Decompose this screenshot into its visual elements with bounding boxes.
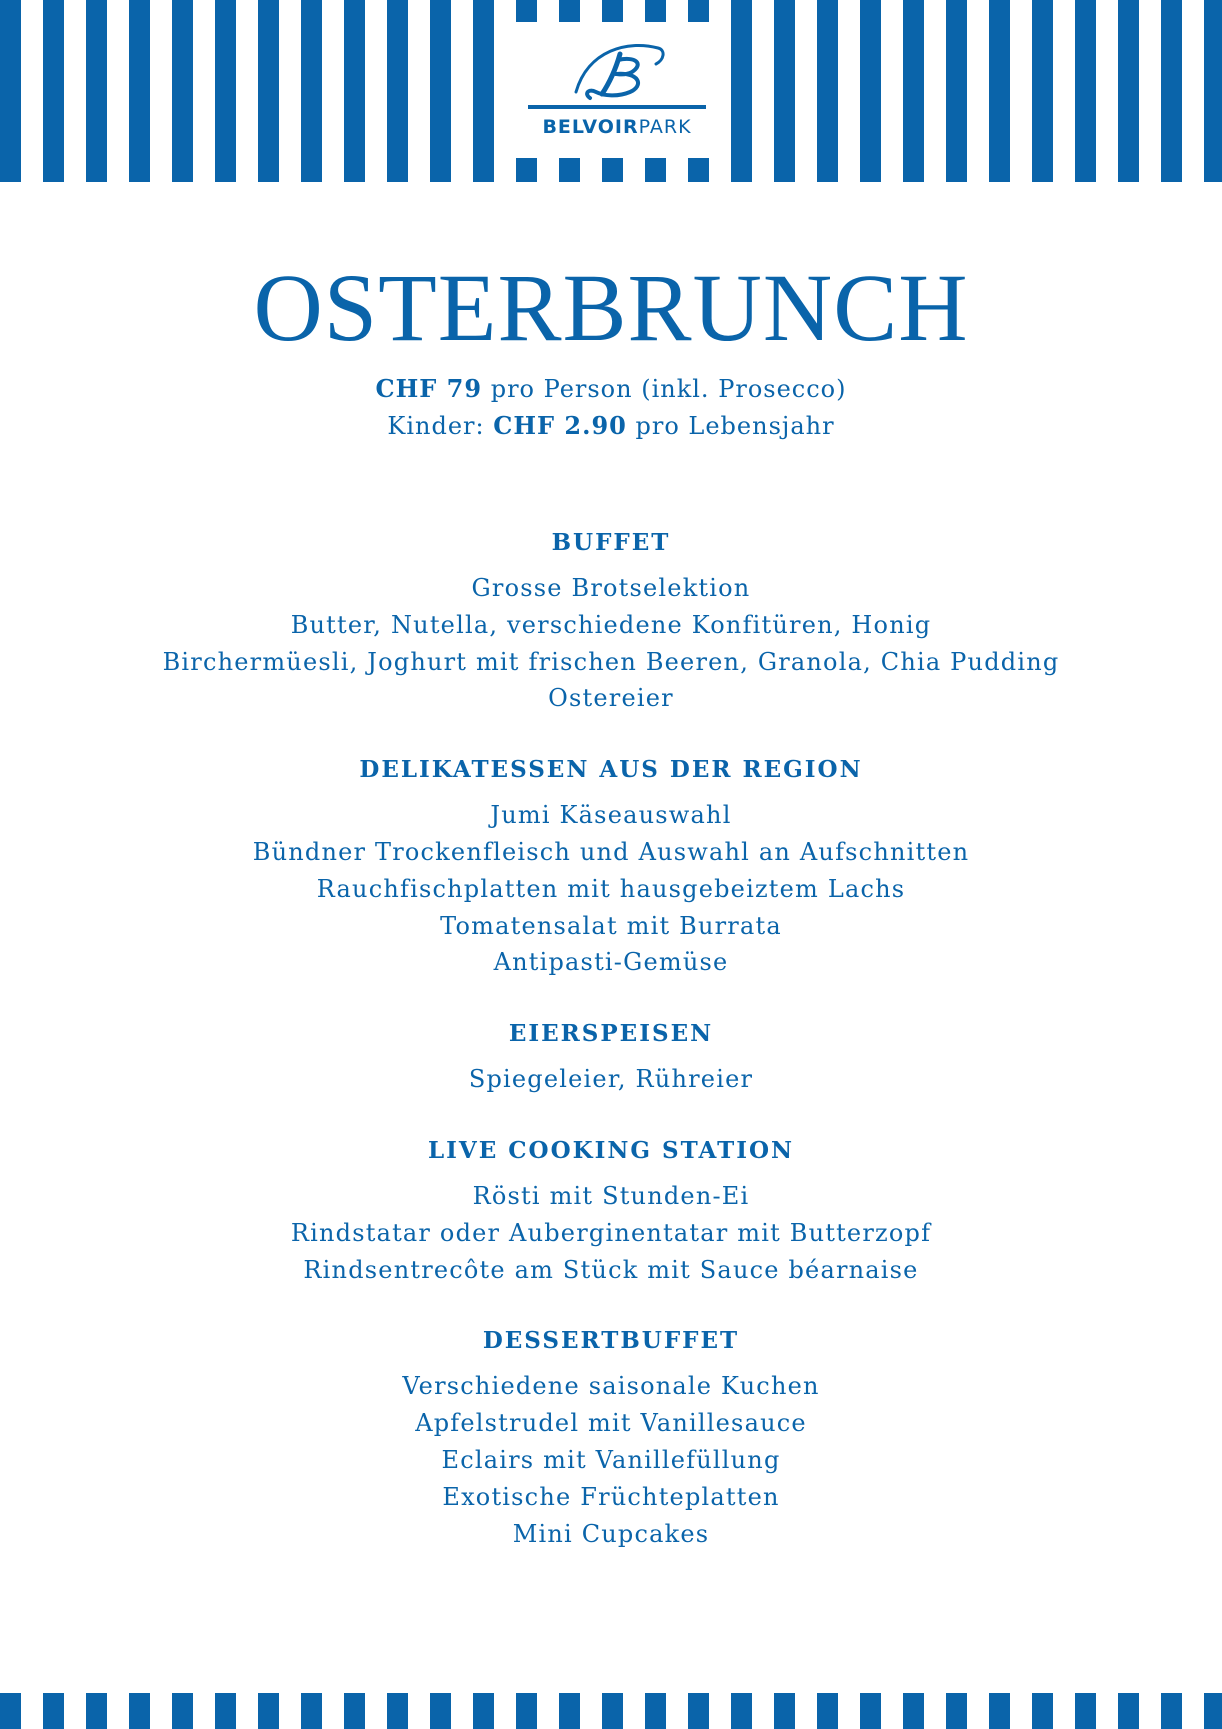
bottom-stripe-border	[0, 1693, 1222, 1729]
section-live-cooking	[0, 1134, 1222, 1288]
menu-item: Rauchfischplatten mit hausgebeiztem Lachs	[316, 874, 906, 903]
menu-item: Rösti mit Stunden-Ei	[472, 1181, 750, 1210]
menu-item: Bündner Trockenfleisch und Auswahl an Aufschnitten	[252, 837, 970, 866]
section-title: LIVE COOKING STATION	[427, 1136, 795, 1164]
menu-sections	[0, 526, 1222, 1588]
price-adult-rest: pro Person (inkl. Prosecco)	[482, 375, 847, 403]
price-adult-amount: CHF 79	[375, 374, 483, 403]
logo-wordmark-light: PARK	[638, 116, 692, 138]
price-kids	[0, 411, 1222, 441]
section-delikatessen	[0, 753, 1222, 981]
price-kids-prefix: Kinder:	[387, 412, 494, 440]
menu-item: Verschiedene saisonale Kuchen	[402, 1372, 820, 1401]
section-title: DELIKATESSEN AUS DER REGION	[359, 756, 863, 784]
menu-item: Spiegeleier, Rühreier	[468, 1065, 754, 1094]
page-title: OSTERBRUNCH	[253, 254, 969, 361]
logo-rule	[528, 105, 706, 109]
section-title: BUFFET	[551, 529, 671, 556]
price-adult	[0, 374, 1222, 404]
menu-item: Eclairs mit Vanillefüllung	[441, 1445, 781, 1474]
menu-item: Jumi Käseauswahl	[490, 801, 732, 830]
menu-item: Grosse Brotselektion	[471, 574, 751, 602]
b-monogram-icon	[558, 30, 678, 110]
menu-item: Antipasti-Gemüse	[493, 948, 729, 977]
logo-wordmark	[508, 116, 726, 138]
menu-item: Tomatensalat mit Burrata	[440, 911, 782, 940]
menu-item: Rindsentrecôte am Stück mit Sauce béarnaise	[303, 1255, 919, 1284]
price-kids-rest: pro Lebensjahr	[626, 412, 835, 440]
section-buffet	[0, 526, 1222, 717]
section-title: DESSERTBUFFET	[482, 1327, 740, 1355]
belvoirpark-logo	[508, 22, 726, 158]
menu-item: Butter, Nutella, verschiedene Konfitüren, Honig	[290, 610, 932, 639]
section-dessertbuffet	[0, 1324, 1222, 1552]
logo-wordmark-bold: BELVOIR	[542, 116, 639, 138]
section-eierspeisen	[0, 1017, 1222, 1098]
price-kids-amount: CHF 2.90	[493, 411, 627, 440]
menu-item: Ostereier	[548, 684, 674, 713]
menu-item: Exotische Früchteplatten	[442, 1482, 780, 1511]
section-title: EIERSPEISEN	[508, 1020, 714, 1048]
menu-item: Rindstatar oder Auberginentatar mit Butterzopf	[290, 1218, 932, 1247]
menu-item: Mini Cupcakes	[512, 1519, 710, 1548]
menu-item: Birchermüesli, Joghurt mit frischen Beeren, Granola, Chia Pudding	[162, 647, 1060, 676]
menu-item: Apfelstrudel mit Vanillesauce	[415, 1409, 807, 1438]
